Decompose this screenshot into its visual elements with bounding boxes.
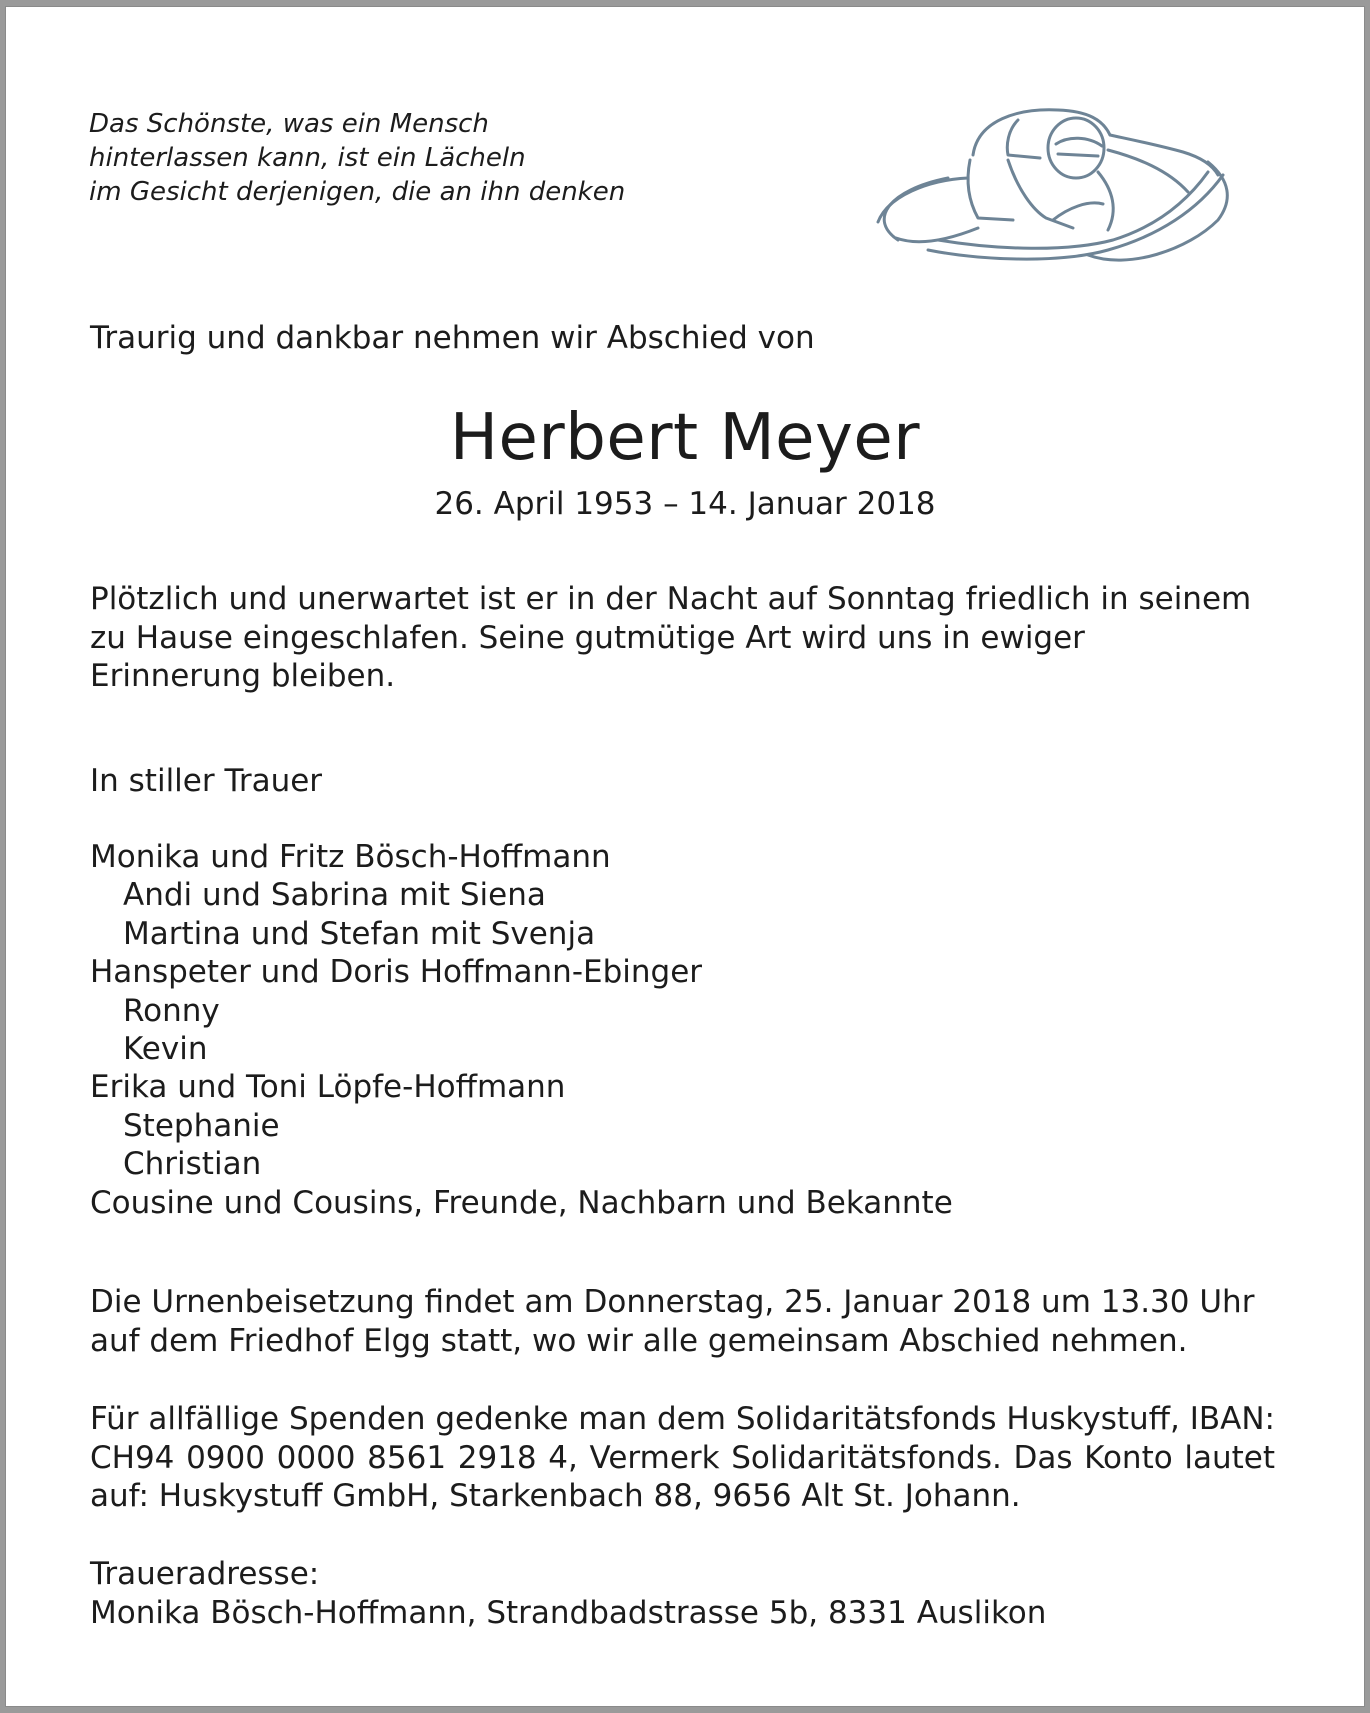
motorcycle-rider-icon [858,100,1230,272]
message-paragraph [90,580,1275,696]
family-member-child: Christian [123,1146,262,1183]
message-line: zu Hause eingeschlafen. Seine gutmütige Art wird uns in ewiger [90,619,1085,656]
address-label: Traueradresse: [90,1556,320,1592]
family-member: Hanspeter und Doris Hoffmann-Ebinger [90,954,703,991]
family-member: Monika und Fritz Bösch-Hoffmann [90,839,611,875]
quote-line: im Gesicht derjenigen, die an ihn denken [89,177,626,207]
deceased-name: Herbert Meyer [449,401,921,475]
ceremony-paragraph [90,1283,1275,1360]
family-member-child: Stephanie [123,1107,280,1144]
family-member: Erika und Toni Löpfe-Hoffmann [90,1069,566,1106]
family-member-child: Ronny [123,992,220,1029]
donation-paragraph: Für allfällige Spenden gedenke man dem Solidaritätsfonds Huskystuff, IBAN: CH94 0900 0000 8561 2918 4, Vermerk Solidaritätsfonds. Das Konto lautet auf: Huskystuff GmbH, Starkenbach 88, 9656 Alt St. Johann. [90,1401,1275,1514]
quote-line: Das Schönste, was ein Mensch [89,109,489,139]
life-dates: 26. April 1953 – 14. Januar 2018 [434,486,936,522]
family-member: Cousine und Cousins, Freunde, Nachbarn und Bekannte [90,1184,953,1221]
quote-block [89,107,625,209]
intro-text: Traurig und dankbar nehmen wir Abschied von [90,320,815,356]
address-value: Monika Bösch-Hoffmann, Strandbadstrasse 5b, 8331 Auslikon [90,1595,1047,1631]
family-member-child: Kevin [123,1030,208,1067]
family-member-child: Andi und Sabrina mit Siena [123,877,546,914]
message-line: Erinnerung bleiben. [90,658,396,694]
ceremony-line: Die Urnenbeisetzung findet am Donnerstag, 25. Januar 2018 um 13.30 Uhr [90,1284,1255,1320]
family-member-child: Martina und Stefan mit Svenja [123,915,596,952]
quote-line: hinterlassen kann, ist ein Lächeln [89,143,526,173]
ceremony-line: auf dem Friedhof Elgg statt, wo wir alle gemeinsam Abschied nehmen. [90,1322,1188,1359]
message-line: Plötzlich und unerwartet ist er in der Nacht auf Sonntag friedlich in seinem [90,581,1252,617]
mourning-label: In stiller Trauer [90,763,323,799]
family-list [90,838,1275,1222]
